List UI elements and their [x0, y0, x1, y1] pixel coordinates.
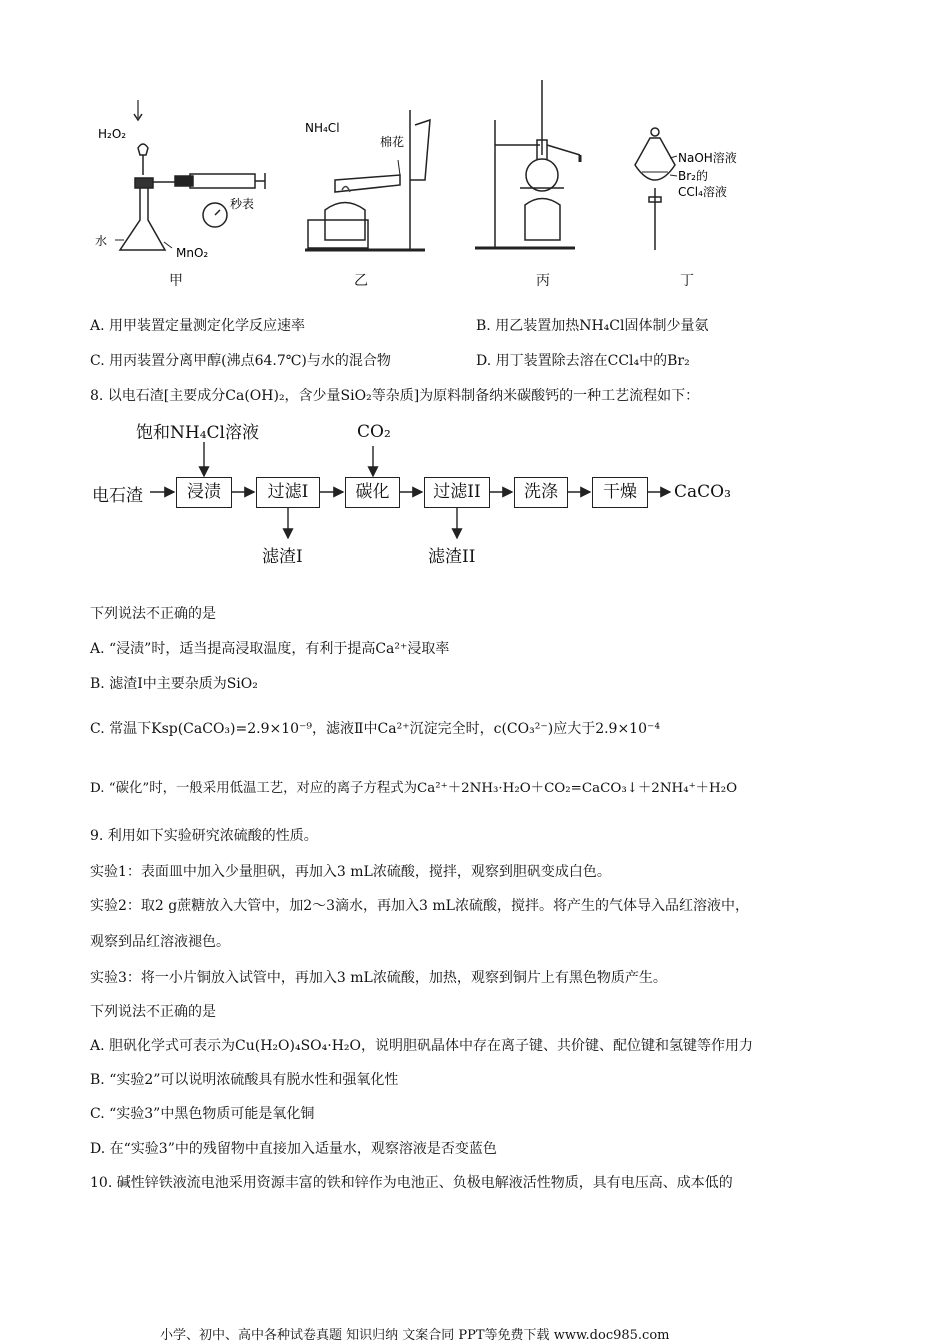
q8-question: 下列说法不正确的是: [90, 606, 216, 622]
naoh-label: NaOH溶液: [678, 151, 737, 165]
q8-option-b: B. 滤渣Ⅰ中主要杂质为SiO₂: [90, 676, 258, 692]
q9-option-d: D. 在“实验3”中的残留物中直接加入适量水，观察溶液是否变蓝色: [90, 1141, 497, 1157]
flow-input: 电石渣: [92, 486, 143, 506]
stopwatch-label: 秒表: [230, 197, 255, 211]
ccl4-label: CCl₄溶液: [678, 185, 727, 199]
q7-option-c: C. 用丙装置分离甲醇(沸点64.7℃)与水的混合物: [90, 353, 391, 369]
caption-bing: 丙: [536, 273, 550, 289]
flow-step: 洗涤: [514, 477, 568, 508]
mno2-label: MnO₂: [176, 246, 209, 260]
flow-step: 过滤II: [424, 477, 490, 508]
q8-stem: 8. 以电石渣[主要成分Ca(OH)₂，含少量SiO₂等杂质]为原料制备纳米碳酸钙的一种工艺流程如下：: [90, 388, 700, 404]
q7-option-b: B. 用乙装置加热NH₄Cl固体制少量氨: [476, 318, 709, 334]
q9-option-a: A. 胆矾化学式可表示为Cu(H₂O)₄SO₄·H₂O，说明胆矾晶体中存在离子键、共价键、配位键和氢键等作用力: [90, 1038, 754, 1054]
flow-step: 浸渍: [176, 477, 232, 508]
br2-label: Br₂的: [678, 169, 708, 183]
caption-ding: 丁: [680, 273, 694, 289]
water-label: 水: [95, 234, 108, 248]
flow-step: 干燥: [592, 477, 648, 508]
caption-yi: 乙: [354, 273, 368, 289]
q9-stem: 9. 利用如下实验研究浓硫酸的性质。: [90, 828, 318, 844]
flow-step: 过滤I: [256, 477, 320, 508]
q9-exp2-line1: 实验2：取2 g蔗糖放入大管中，加2～3滴水，再加入3 mL浓硫酸，搅拌。将产生的气体导入品红溶液中，: [90, 898, 749, 914]
nh4cl-label: NH₄Cl: [305, 121, 340, 135]
flow-step: 碳化: [345, 477, 400, 508]
q9-exp3: 实验3：将一小片铜放入试管中，再加入3 mL浓硫酸，加热，观察到铜片上有黑色物质产生。: [90, 970, 667, 986]
q7-option-a: A. 用甲装置定量测定化学反应速率: [90, 318, 306, 334]
caption-jia: 甲: [169, 273, 183, 289]
q9-option-b: B. “实验2”可以说明浓硫酸具有脱水性和强氧化性: [90, 1072, 399, 1088]
flow-arrows: [0, 0, 950, 600]
q9-exp1: 实验1：表面皿中加入少量胆矾，再加入3 mL浓硫酸，搅拌，观察到胆矾变成白色。: [90, 864, 611, 880]
reagent-nh4cl: 饱和NH₄Cl溶液: [136, 423, 259, 443]
q9-exp2-line2: 观察到品红溶液褪色。: [90, 934, 230, 950]
q8-option-d: D. “碳化”时，一般采用低温工艺，对应的离子方程式为Ca²⁺＋2NH₃·H₂O＋CO₂=CaCO₃↓＋2NH₄⁺＋H₂O: [90, 781, 738, 796]
q10-stem: 10. 碱性锌铁液流电池采用资源丰富的铁和锌作为电池正、负极电解液活性物质，具有电压高、成本低的: [90, 1175, 733, 1191]
page-footer[interactable]: 小学、初中、高中各种试卷真题 知识归纳 文案合同 PPT等免费下载 www.doc985.com: [160, 1328, 670, 1343]
residue-2: 滤渣II: [428, 547, 476, 567]
q8-option-a: A. “浸渍”时，适当提高浸取温度，有利于提高Ca²⁺浸取率: [90, 641, 450, 657]
q9-question: 下列说法不正确的是: [90, 1004, 216, 1020]
q7-option-d: D. 用丁装置除去溶在CCl₄中的Br₂: [476, 353, 690, 369]
h2o2-label: H₂O₂: [98, 127, 127, 141]
cotton-label: 棉花: [380, 135, 405, 149]
reagent-co2: CO₂: [357, 422, 391, 442]
residue-1: 滤渣I: [262, 547, 303, 567]
q8-option-c: C. 常温下Ksp(CaCO₃)=2.9×10⁻⁹，滤液Ⅱ中Ca²⁺沉淀完全时，c(CO₃²⁻)应大于2.9×10⁻⁴: [90, 721, 660, 737]
q9-option-c: C. “实验3”中黑色物质可能是氧化铜: [90, 1106, 315, 1122]
flow-product: CaCO₃: [674, 482, 731, 502]
